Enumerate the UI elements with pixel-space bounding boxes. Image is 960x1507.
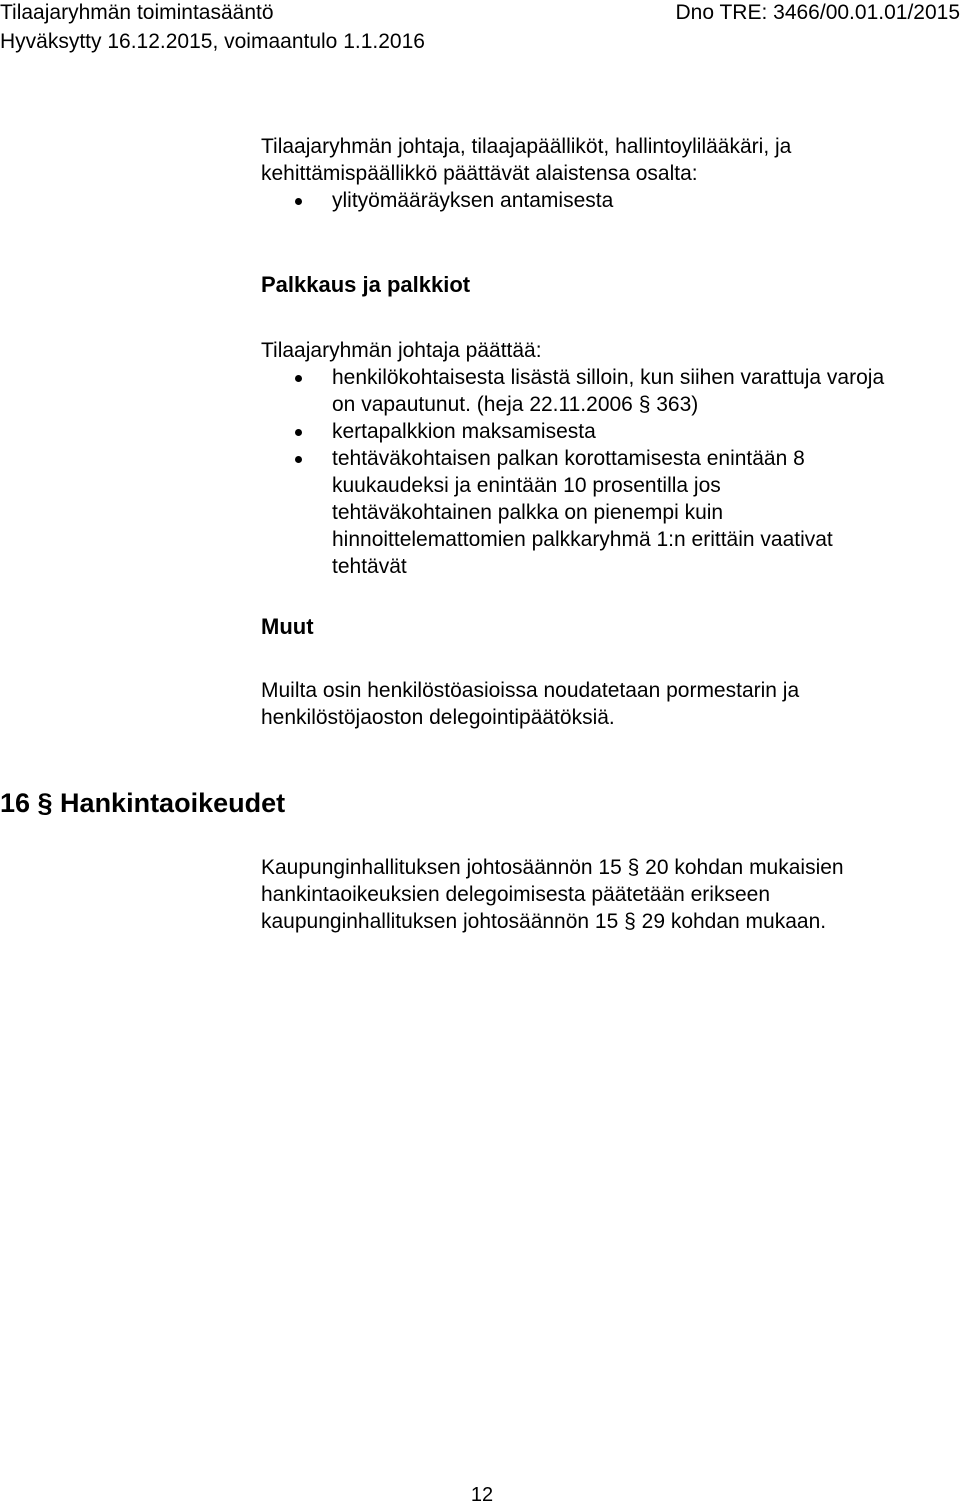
list-item-text: ylityömääräyksen antamisesta — [332, 189, 614, 212]
bullet-icon — [295, 429, 302, 436]
list-item — [261, 445, 951, 580]
list-item-text: tehtäväkohtaisen palkan korottamisesta enintään 8 — [332, 447, 805, 470]
bullet-list — [261, 364, 951, 580]
list-item-text: hinnoittelemattomien palkkaryhmä 1:n erittäin vaativat — [332, 528, 833, 551]
document-title: Tilaajaryhmän toimintasääntö — [0, 1, 274, 24]
paragraph-line: hankintaoikeuksien delegoimisesta päätetään erikseen — [261, 883, 771, 906]
bullet-list — [261, 187, 951, 214]
list-item-text: kertapalkkion maksamisesta — [332, 420, 596, 443]
section-heading-palkkaus: Palkkaus ja palkkiot — [261, 272, 471, 297]
document-reference-number: Dno TRE: 3466/00.01.01/2015 — [675, 1, 960, 24]
bullet-icon — [295, 198, 302, 205]
list-item-text: kuukaudeksi ja enintään 10 prosentilla jos — [332, 474, 721, 497]
approval-date-line: Hyväksytty 16.12.2015, voimaantulo 1.1.2016 — [0, 30, 425, 53]
paragraph-line: kaupunginhallituksen johtosäännön 15 § 29 kohdan mukaan. — [261, 910, 827, 933]
paragraph-line: kehittämispäällikkö päättävät alaistensa osalta: — [261, 162, 698, 185]
page-footer — [0, 1483, 960, 1507]
list-item — [261, 418, 951, 445]
muut-block — [261, 677, 951, 731]
paragraph-line: Tilaajaryhmän johtaja, tilaajapäälliköt, hallintoylilääkäri, ja — [261, 135, 792, 158]
hankinta-block — [261, 854, 951, 935]
section-heading-hankintaoikeudet: 16 § Hankintaoikeudet — [0, 788, 286, 818]
section-heading-muut: Muut — [261, 614, 314, 639]
list-item — [261, 187, 951, 214]
list-item — [261, 364, 951, 418]
paragraph-line: Muilta osin henkilöstöasioissa noudatetaan pormestarin ja — [261, 679, 800, 702]
paragraph-line: Kaupunginhallituksen johtosäännön 15 § 20 kohdan mukaisien — [261, 856, 844, 879]
bullet-icon — [295, 375, 302, 382]
palkkaus-block — [261, 337, 951, 580]
list-item-text: tehtäväkohtainen palkka on pienempi kuin — [332, 501, 724, 524]
list-item-text: on vapautunut. (heja 22.11.2006 § 363) — [332, 393, 699, 416]
paragraph-line: Tilaajaryhmän johtaja päättää: — [261, 339, 542, 362]
list-item-text: tehtävät — [332, 555, 407, 578]
page-number: 12 — [470, 1484, 494, 1506]
bullet-icon — [295, 456, 302, 463]
intro-block — [261, 133, 951, 214]
paragraph-line: henkilöstöjaoston delegointipäätöksiä. — [261, 706, 615, 729]
list-item-text: henkilökohtaisesta lisästä silloin, kun siihen varattuja varoja — [332, 366, 885, 389]
